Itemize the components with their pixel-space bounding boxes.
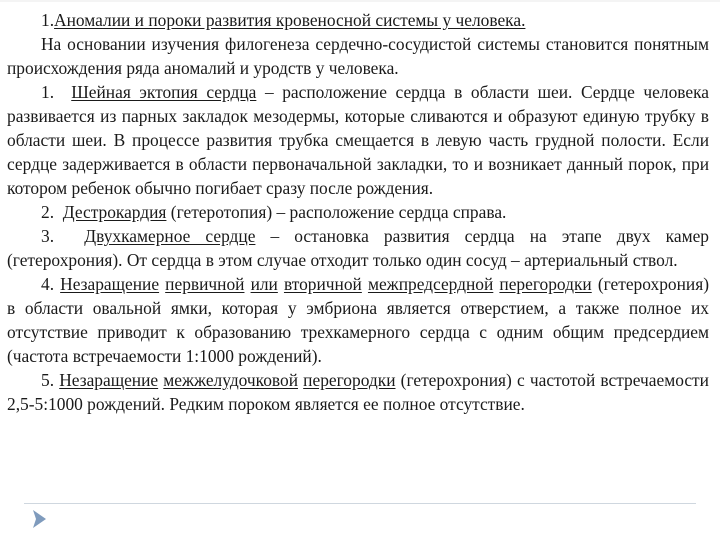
item-4-text: (гетерохрония) в области овальной ямки, которая у эмбриона является отверстием, а также полное их отсутствие приводит к образованию трехкамерного сердца с одним общим предсердием (частота встречаемости 1:1000 рождений). xyxy=(7,274,709,366)
item-5-number: 5. xyxy=(41,370,55,390)
item-4-term-3: или xyxy=(250,274,278,294)
intro-paragraph: На основании изучения филогенеза сердечно-сосудистой системы становится понятным происхождения ряда аномалий и уродств у человека. xyxy=(7,34,709,78)
item-4-term-4: вторичной xyxy=(283,274,362,294)
item-5-text: (гетерохрония) с частотой встречаемости 2,5-5:1000 рождений. Редким пороком является ее полное отсутствие. xyxy=(7,370,709,414)
item-4-term-6: перегородки xyxy=(499,274,592,294)
item-3-text: – остановка развития сердца на этапе двух камер (гетерохрония). От сердца в этом случае отходит только один сосуд – артериальный ствол. xyxy=(7,226,709,270)
top-edge xyxy=(0,0,720,2)
item-1-text: – расположение сердца в области шеи. Сердце человека развивается из парных закладок мезодермы, которые сливаются и образуют единую трубку в области шеи. В процессе развития трубка смещается в левую часть грудной полости. Если сердце задерживается в области первоначальной закладки, то и возникает данный порок, при котором ребенок обычно погибает сразу после рождения. xyxy=(7,82,709,198)
arrow-shape xyxy=(33,510,46,528)
item-4-term-5: межпредсердной xyxy=(367,274,494,294)
item-5 xyxy=(7,368,709,416)
item-3-number: 3. xyxy=(41,226,55,246)
title-number: 1. xyxy=(41,10,55,30)
document-title xyxy=(7,8,709,32)
item-4-term-2: первичной xyxy=(165,274,245,294)
item-5-term-2: межжелудочковой xyxy=(163,370,299,390)
item-3 xyxy=(7,224,709,272)
title-text: Аномалии и пороки развития кровеносной системы у человека. xyxy=(54,10,526,30)
item-3-term: Двухкамерное сердце xyxy=(84,226,256,246)
item-2-term: Дестрокардия xyxy=(62,202,167,222)
item-1-term: Шейная эктопия сердца xyxy=(71,82,257,102)
play-arrow-icon[interactable] xyxy=(31,509,47,529)
item-5-term-3: перегородки xyxy=(303,370,396,390)
item-2-text: (гетеротопия) – расположение сердца справа. xyxy=(166,202,507,222)
item-4 xyxy=(7,272,709,368)
item-2-number: 2. xyxy=(41,202,55,222)
item-2 xyxy=(7,200,709,224)
bottom-divider xyxy=(24,503,696,504)
item-5-term-1: Незаращение xyxy=(59,370,159,390)
document-body xyxy=(7,8,709,416)
item-4-number: 4. xyxy=(41,274,55,294)
item-4-term-1: Незаращение xyxy=(60,274,160,294)
item-1-number: 1. xyxy=(41,82,55,102)
item-1 xyxy=(7,80,709,200)
